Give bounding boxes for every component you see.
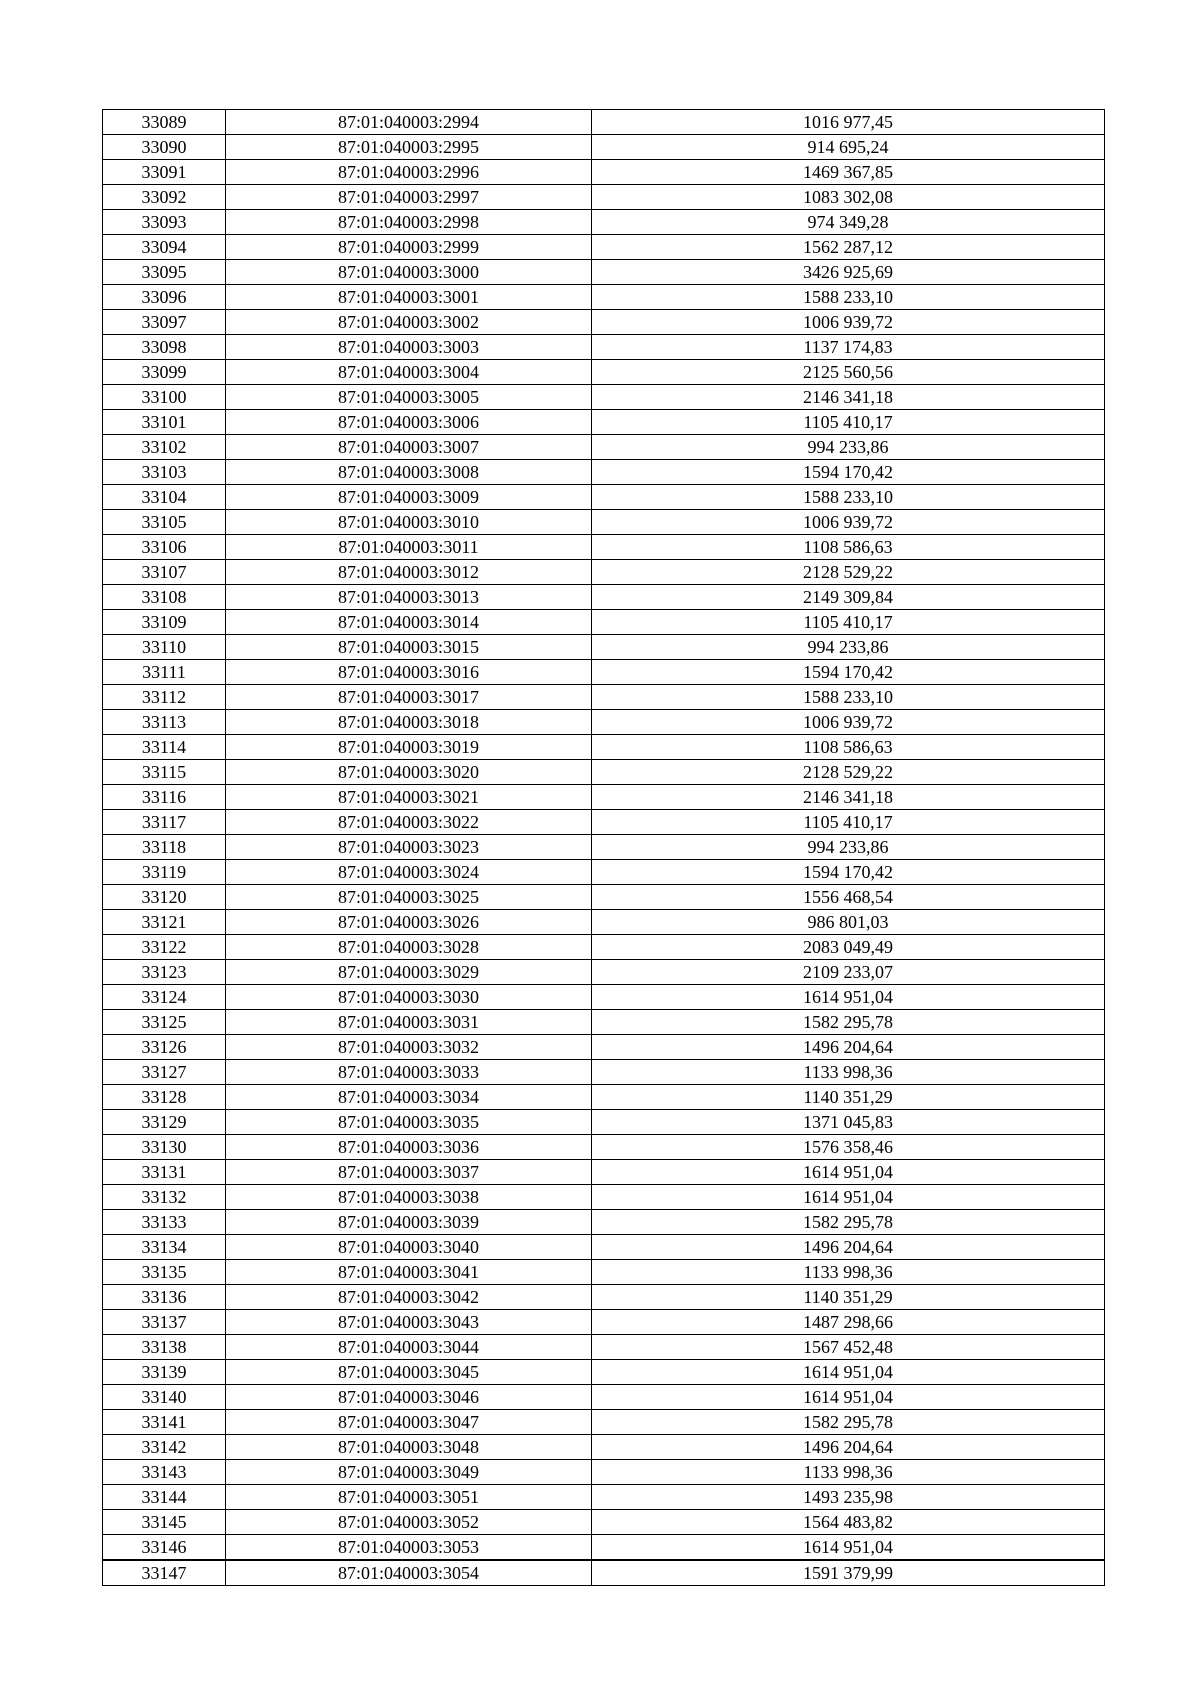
row-number-cell: 33110 [103,635,226,660]
cadastral-value-cell: 1371 045,83 [592,1110,1105,1135]
cadastral-value-cell: 2128 529,22 [592,560,1105,585]
cadastral-number-cell: 87:01:040003:3042 [226,1285,592,1310]
row-number-cell: 33105 [103,510,226,535]
row-number-cell: 33091 [103,160,226,185]
cadastral-value-cell: 1006 939,72 [592,710,1105,735]
row-number-cell: 33104 [103,485,226,510]
table-row [103,710,1105,735]
row-number-cell: 33127 [103,1060,226,1085]
cadastral-value-cell: 1105 410,17 [592,410,1105,435]
cadastral-number-cell: 87:01:040003:3025 [226,885,592,910]
table-row [103,1335,1105,1360]
cadastral-number-cell: 87:01:040003:2998 [226,210,592,235]
cadastral-number-cell: 87:01:040003:3032 [226,1035,592,1060]
table-row [103,935,1105,960]
row-number-cell: 33146 [103,1535,226,1561]
row-number-cell: 33132 [103,1185,226,1210]
row-number-cell: 33115 [103,760,226,785]
table-row [103,1185,1105,1210]
cadastral-value-cell: 2128 529,22 [592,760,1105,785]
row-number-cell: 33114 [103,735,226,760]
cadastral-value-cell: 2125 560,56 [592,360,1105,385]
row-number-cell: 33094 [103,235,226,260]
cadastral-value-cell: 3426 925,69 [592,260,1105,285]
cadastral-number-cell: 87:01:040003:3023 [226,835,592,860]
table-row [103,260,1105,285]
row-number-cell: 33101 [103,410,226,435]
row-number-cell: 33113 [103,710,226,735]
cadastral-value-cell: 1582 295,78 [592,1010,1105,1035]
cadastral-value-table [102,109,1105,1586]
table-row [103,1210,1105,1235]
cadastral-number-cell: 87:01:040003:3009 [226,485,592,510]
table-row [103,585,1105,610]
cadastral-number-cell: 87:01:040003:3004 [226,360,592,385]
table-row [103,910,1105,935]
row-number-cell: 33129 [103,1110,226,1135]
row-number-cell: 33122 [103,935,226,960]
cadastral-number-cell: 87:01:040003:3015 [226,635,592,660]
table-row [103,885,1105,910]
cadastral-value-cell: 1105 410,17 [592,810,1105,835]
table-row [103,410,1105,435]
cadastral-value-cell: 1614 951,04 [592,985,1105,1010]
cadastral-value-cell: 1006 939,72 [592,310,1105,335]
cadastral-number-cell: 87:01:040003:3037 [226,1160,592,1185]
cadastral-number-cell: 87:01:040003:3026 [226,910,592,935]
cadastral-value-cell: 1469 367,85 [592,160,1105,185]
cadastral-value-cell: 1496 204,64 [592,1435,1105,1460]
table-row [103,1010,1105,1035]
row-number-cell: 33098 [103,335,226,360]
table-row [103,1135,1105,1160]
cadastral-value-cell: 1133 998,36 [592,1260,1105,1285]
table-row [103,1235,1105,1260]
cadastral-number-cell: 87:01:040003:3020 [226,760,592,785]
table-row [103,335,1105,360]
cadastral-value-cell: 1006 939,72 [592,510,1105,535]
row-number-cell: 33137 [103,1310,226,1335]
cadastral-number-cell: 87:01:040003:3048 [226,1435,592,1460]
row-number-cell: 33090 [103,135,226,160]
cadastral-number-cell: 87:01:040003:3019 [226,735,592,760]
row-number-cell: 33123 [103,960,226,985]
cadastral-value-cell: 1133 998,36 [592,1060,1105,1085]
cadastral-value-cell: 1594 170,42 [592,860,1105,885]
cadastral-number-cell: 87:01:040003:3052 [226,1510,592,1535]
cadastral-value-cell: 1582 295,78 [592,1410,1105,1435]
cadastral-value-cell: 994 233,86 [592,435,1105,460]
row-number-cell: 33144 [103,1485,226,1510]
cadastral-value-cell: 1493 235,98 [592,1485,1105,1510]
row-number-cell: 33131 [103,1160,226,1185]
cadastral-value-cell: 994 233,86 [592,835,1105,860]
cadastral-value-cell: 1594 170,42 [592,460,1105,485]
cadastral-number-cell: 87:01:040003:3000 [226,260,592,285]
cadastral-value-cell: 1614 951,04 [592,1535,1105,1561]
cadastral-value-cell: 1576 358,46 [592,1135,1105,1160]
table-row [103,835,1105,860]
cadastral-number-cell: 87:01:040003:2994 [226,110,592,135]
cadastral-value-cell: 1614 951,04 [592,1185,1105,1210]
table-row [103,1510,1105,1535]
row-number-cell: 33121 [103,910,226,935]
table-row [103,110,1105,135]
table-row [103,1360,1105,1385]
row-number-cell: 33117 [103,810,226,835]
cadastral-value-cell: 1108 586,63 [592,735,1105,760]
row-number-cell: 33141 [103,1410,226,1435]
cadastral-value-cell: 2149 309,84 [592,585,1105,610]
table-row [103,1160,1105,1185]
cadastral-number-cell: 87:01:040003:3021 [226,785,592,810]
cadastral-number-cell: 87:01:040003:3014 [226,610,592,635]
table-row [103,1385,1105,1410]
table-row [103,485,1105,510]
row-number-cell: 33130 [103,1135,226,1160]
cadastral-number-cell: 87:01:040003:3043 [226,1310,592,1335]
cadastral-number-cell: 87:01:040003:2996 [226,160,592,185]
table-row [103,1285,1105,1310]
row-number-cell: 33118 [103,835,226,860]
row-number-cell: 33093 [103,210,226,235]
table-row [103,1060,1105,1085]
cadastral-number-cell: 87:01:040003:3054 [226,1560,592,1586]
table-row [103,1260,1105,1285]
row-number-cell: 33138 [103,1335,226,1360]
table-row [103,810,1105,835]
cadastral-value-cell: 1487 298,66 [592,1310,1105,1335]
cadastral-number-cell: 87:01:040003:2995 [226,135,592,160]
row-number-cell: 33142 [103,1435,226,1460]
table-row [103,1460,1105,1485]
table-row [103,460,1105,485]
row-number-cell: 33107 [103,560,226,585]
row-number-cell: 33119 [103,860,226,885]
cadastral-value-cell: 2083 049,49 [592,935,1105,960]
cadastral-value-cell: 1594 170,42 [592,660,1105,685]
table-row [103,510,1105,535]
row-number-cell: 33097 [103,310,226,335]
cadastral-value-cell: 1588 233,10 [592,285,1105,310]
table-row [103,960,1105,985]
cadastral-value-cell: 1496 204,64 [592,1035,1105,1060]
table-row [103,1410,1105,1435]
row-number-cell: 33102 [103,435,226,460]
table-row [103,635,1105,660]
row-number-cell: 33095 [103,260,226,285]
cadastral-number-cell: 87:01:040003:3016 [226,660,592,685]
row-number-cell: 33124 [103,985,226,1010]
table-row [103,310,1105,335]
cadastral-value-cell: 1016 977,45 [592,110,1105,135]
row-number-cell: 33106 [103,535,226,560]
cadastral-value-cell: 914 695,24 [592,135,1105,160]
table-row [103,210,1105,235]
cadastral-number-cell: 87:01:040003:3039 [226,1210,592,1235]
cadastral-number-cell: 87:01:040003:3010 [226,510,592,535]
cadastral-number-cell: 87:01:040003:3028 [226,935,592,960]
cadastral-number-cell: 87:01:040003:2997 [226,185,592,210]
cadastral-number-cell: 87:01:040003:3044 [226,1335,592,1360]
cadastral-value-cell: 994 233,86 [592,635,1105,660]
row-number-cell: 33140 [103,1385,226,1410]
cadastral-value-cell: 974 349,28 [592,210,1105,235]
row-number-cell: 33103 [103,460,226,485]
cadastral-number-cell: 87:01:040003:3035 [226,1110,592,1135]
row-number-cell: 33147 [103,1560,226,1586]
table-row [103,1110,1105,1135]
cadastral-number-cell: 87:01:040003:3022 [226,810,592,835]
row-number-cell: 33125 [103,1010,226,1035]
cadastral-number-cell: 87:01:040003:3008 [226,460,592,485]
cadastral-value-cell: 986 801,03 [592,910,1105,935]
cadastral-number-cell: 87:01:040003:3040 [226,1235,592,1260]
cadastral-value-cell: 2146 341,18 [592,385,1105,410]
row-number-cell: 33139 [103,1360,226,1385]
table-row [103,610,1105,635]
cadastral-number-cell: 87:01:040003:3011 [226,535,592,560]
cadastral-value-cell: 1083 302,08 [592,185,1105,210]
cadastral-number-cell: 87:01:040003:3053 [226,1535,592,1561]
cadastral-number-cell: 87:01:040003:3049 [226,1460,592,1485]
cadastral-number-cell: 87:01:040003:3045 [226,1360,592,1385]
cadastral-value-cell: 1614 951,04 [592,1360,1105,1385]
table-row [103,435,1105,460]
cadastral-value-cell: 1556 468,54 [592,885,1105,910]
cadastral-value-cell: 1567 452,48 [592,1335,1105,1360]
table-row [103,1560,1105,1586]
table-row [103,985,1105,1010]
cadastral-number-cell: 87:01:040003:3038 [226,1185,592,1210]
table-row [103,360,1105,385]
row-number-cell: 33135 [103,1260,226,1285]
row-number-cell: 33099 [103,360,226,385]
cadastral-number-cell: 87:01:040003:3017 [226,685,592,710]
cadastral-number-cell: 87:01:040003:3047 [226,1410,592,1435]
cadastral-number-cell: 87:01:040003:3013 [226,585,592,610]
cadastral-number-cell: 87:01:040003:3006 [226,410,592,435]
cadastral-number-cell: 87:01:040003:3005 [226,385,592,410]
cadastral-number-cell: 87:01:040003:2999 [226,235,592,260]
cadastral-value-cell: 1562 287,12 [592,235,1105,260]
row-number-cell: 33089 [103,110,226,135]
table-row [103,285,1105,310]
row-number-cell: 33126 [103,1035,226,1060]
table-row [103,735,1105,760]
cadastral-value-cell: 1496 204,64 [592,1235,1105,1260]
table-row [103,785,1105,810]
row-number-cell: 33133 [103,1210,226,1235]
cadastral-number-cell: 87:01:040003:3031 [226,1010,592,1035]
row-number-cell: 33134 [103,1235,226,1260]
table-row [103,1085,1105,1110]
cadastral-value-cell: 1105 410,17 [592,610,1105,635]
table-row [103,185,1105,210]
table-row [103,1310,1105,1335]
table-row [103,385,1105,410]
cadastral-number-cell: 87:01:040003:3007 [226,435,592,460]
cadastral-value-cell: 1137 174,83 [592,335,1105,360]
cadastral-value-cell: 1108 586,63 [592,535,1105,560]
table-row [103,860,1105,885]
row-number-cell: 33092 [103,185,226,210]
cadastral-value-cell: 2109 233,07 [592,960,1105,985]
cadastral-value-cell: 1588 233,10 [592,485,1105,510]
row-number-cell: 33143 [103,1460,226,1485]
cadastral-value-cell: 1133 998,36 [592,1460,1105,1485]
cadastral-value-cell: 1564 483,82 [592,1510,1105,1535]
cadastral-number-cell: 87:01:040003:3024 [226,860,592,885]
cadastral-number-cell: 87:01:040003:3046 [226,1385,592,1410]
row-number-cell: 33096 [103,285,226,310]
cadastral-number-cell: 87:01:040003:3033 [226,1060,592,1085]
table-row [103,135,1105,160]
table-row [103,685,1105,710]
cadastral-number-cell: 87:01:040003:3002 [226,310,592,335]
cadastral-value-cell: 1588 233,10 [592,685,1105,710]
cadastral-value-cell: 1614 951,04 [592,1160,1105,1185]
row-number-cell: 33145 [103,1510,226,1535]
row-number-cell: 33112 [103,685,226,710]
cadastral-number-cell: 87:01:040003:3029 [226,960,592,985]
row-number-cell: 33111 [103,660,226,685]
row-number-cell: 33116 [103,785,226,810]
table-body [103,110,1105,1586]
cadastral-number-cell: 87:01:040003:3018 [226,710,592,735]
table-row [103,660,1105,685]
table-row [103,160,1105,185]
table-row [103,235,1105,260]
table-row [103,1035,1105,1060]
table-row [103,1535,1105,1561]
row-number-cell: 33109 [103,610,226,635]
cadastral-number-cell: 87:01:040003:3041 [226,1260,592,1285]
row-number-cell: 33120 [103,885,226,910]
cadastral-number-cell: 87:01:040003:3001 [226,285,592,310]
table-row [103,560,1105,585]
cadastral-value-cell: 1591 379,99 [592,1560,1105,1586]
cadastral-number-cell: 87:01:040003:3030 [226,985,592,1010]
table-row [103,535,1105,560]
row-number-cell: 33128 [103,1085,226,1110]
cadastral-number-cell: 87:01:040003:3003 [226,335,592,360]
row-number-cell: 33100 [103,385,226,410]
cadastral-value-cell: 1140 351,29 [592,1285,1105,1310]
cadastral-value-cell: 1582 295,78 [592,1210,1105,1235]
cadastral-number-cell: 87:01:040003:3034 [226,1085,592,1110]
row-number-cell: 33108 [103,585,226,610]
cadastral-number-cell: 87:01:040003:3051 [226,1485,592,1510]
table-row [103,760,1105,785]
cadastral-value-cell: 1140 351,29 [592,1085,1105,1110]
table-row [103,1435,1105,1460]
cadastral-number-cell: 87:01:040003:3012 [226,560,592,585]
cadastral-number-cell: 87:01:040003:3036 [226,1135,592,1160]
cadastral-value-cell: 2146 341,18 [592,785,1105,810]
row-number-cell: 33136 [103,1285,226,1310]
table-row [103,1485,1105,1510]
cadastral-value-cell: 1614 951,04 [592,1385,1105,1410]
